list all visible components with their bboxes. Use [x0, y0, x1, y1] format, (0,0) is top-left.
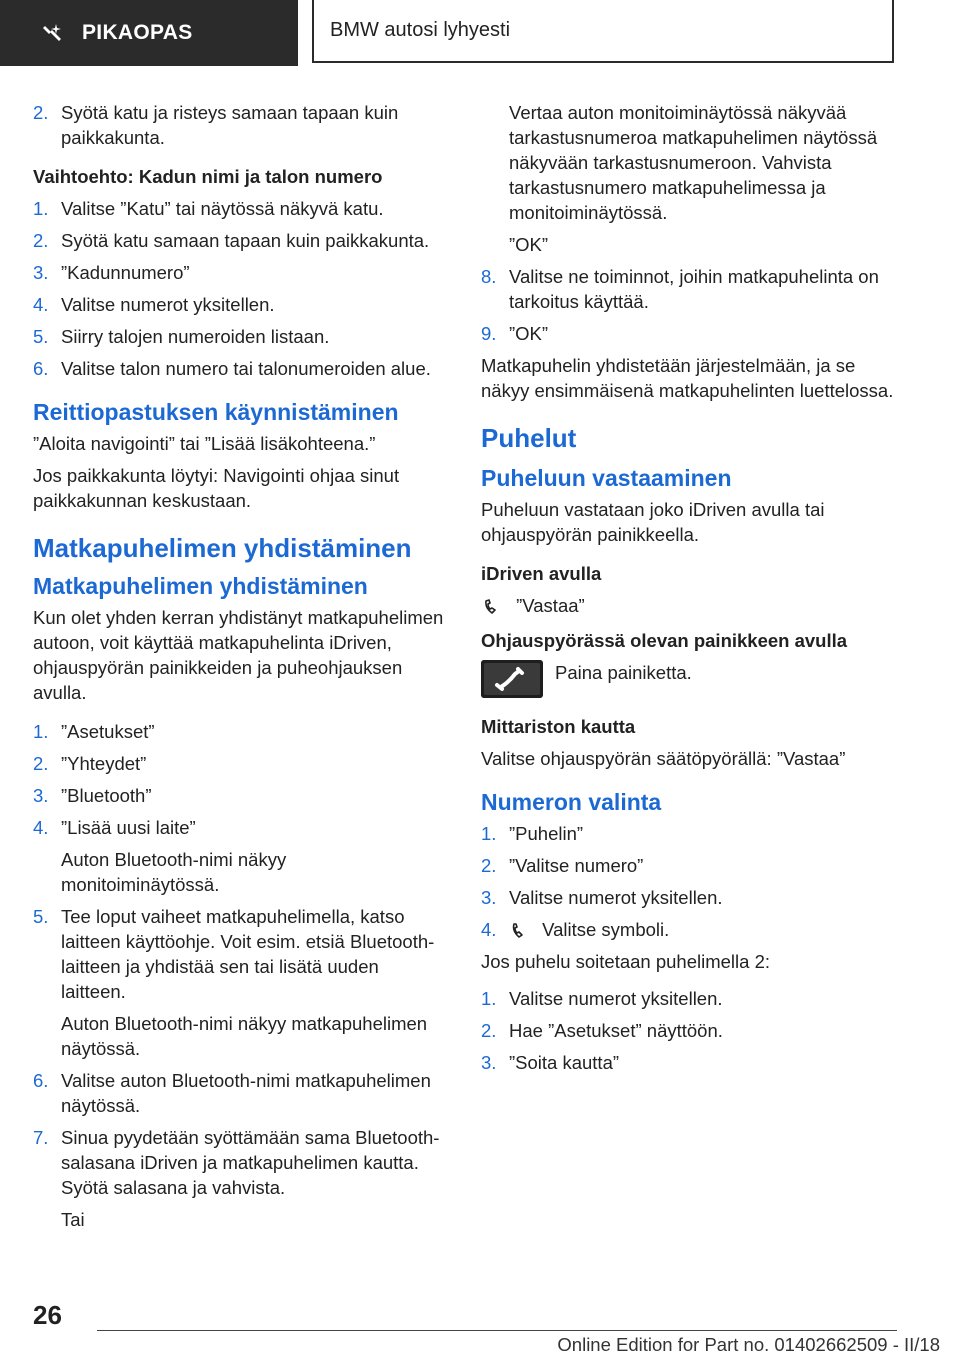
step-number: 2.	[33, 753, 49, 774]
step-number: 1.	[481, 988, 497, 1009]
step-text: Valitse numerot yksitellen.	[61, 294, 275, 315]
calls-heading: Puhelut	[481, 423, 577, 453]
phone-icon	[483, 599, 505, 615]
alt-steps-list	[33, 196, 448, 381]
list-item	[481, 986, 896, 1011]
list-item	[33, 783, 448, 808]
list-item	[33, 815, 448, 840]
list-item	[33, 292, 448, 317]
step-note: Tai	[61, 1209, 85, 1230]
connect-intro: Kun olet yhden kerran yhdistänyt matkapuhelimen autoon, voit käyttää matkapuhelinta iDriven, ohjauspyörän painikkeiden ja puheohjauksen avulla.	[33, 607, 444, 703]
list-item	[33, 260, 448, 285]
step-number: 4.	[33, 817, 49, 838]
step-number: 1.	[33, 198, 49, 219]
step-number: 2.	[33, 230, 49, 251]
step-text: ”Valitse numero”	[509, 855, 644, 876]
cluster-heading: Mittariston kautta	[481, 716, 636, 737]
idrive-heading: iDriven avulla	[481, 563, 602, 584]
wheel-row	[481, 660, 896, 704]
list-item	[33, 1068, 448, 1118]
step-text: ”Bluetooth”	[61, 785, 152, 806]
list-item	[33, 228, 448, 253]
list-item	[33, 1125, 448, 1200]
list-item	[481, 1050, 896, 1075]
step-text: ”Puhelin”	[509, 823, 584, 844]
cluster-text: Valitse ohjauspyörän säätöpyörällä: ”Vastaa”	[481, 748, 846, 769]
step-number: 3.	[33, 262, 49, 283]
list-item	[33, 356, 448, 381]
phone2-steps-list	[481, 986, 896, 1075]
step-number: 2.	[481, 855, 497, 876]
step-text: Hae ”Asetukset” näyttöön.	[509, 1020, 723, 1041]
step-text: ”OK”	[509, 323, 549, 344]
step-number: 8.	[481, 266, 497, 287]
dial-steps-list	[481, 821, 896, 942]
step-text: Tee loput vaiheet matkapuhelimella, katso laitteen käyttöohje. Voit esim. etsiä Bluetooth-laitteen ja yhdistää sen tai lisätä uuden laitteen.	[61, 906, 435, 1002]
step-number: 5.	[33, 326, 49, 347]
phone-dial-icon	[509, 923, 531, 939]
step-number: 4.	[33, 294, 49, 315]
step-text: Siirry talojen numeroiden listaan.	[61, 326, 330, 347]
step-text: Valitse talon numero tai talonumeroiden alue.	[61, 358, 431, 379]
list-item	[481, 321, 896, 346]
list-item	[481, 1018, 896, 1043]
step-note: Auton Bluetooth-nimi näkyy matkapuhelimen näytössä.	[61, 1013, 428, 1059]
list-item	[33, 719, 448, 744]
list-item	[33, 904, 448, 1004]
list-item	[481, 821, 896, 846]
header-tab-label: PIKAOPAS	[82, 21, 193, 44]
step-text: Sinua pyydetään syöttämään sama Bluetooth-salasana iDriven ja matkapuhelimen kautta. Syötä salasana ja vahvista.	[61, 1127, 440, 1198]
list-item	[33, 751, 448, 776]
list-item	[33, 100, 448, 150]
guidance-text: Jos paikkakunta löytyi: Navigointi ohjaa sinut paikkakunnan keskustaan.	[33, 465, 400, 511]
answer-intro: Puheluun vastataan joko iDriven avulla tai ohjauspyörän painikkeella.	[481, 499, 825, 545]
steering-phone-button-icon	[481, 660, 543, 698]
footer-divider	[97, 1330, 897, 1331]
right-column	[481, 100, 896, 1082]
left-column	[33, 100, 448, 1239]
step-number: 9.	[481, 323, 497, 344]
page-number: 26	[33, 1300, 62, 1330]
step-number: 1.	[481, 823, 497, 844]
section-title: BMW autosi lyhyesti	[330, 19, 511, 41]
step-text: ”Lisää uusi laite”	[61, 817, 196, 838]
step-text: ”Yhteydet”	[61, 753, 147, 774]
connect-sub-heading: Matkapuhelimen yhdistäminen	[33, 573, 368, 599]
step-text: Syötä katu ja risteys samaan tapaan kuin paikkakunta.	[61, 102, 399, 148]
step-note: Auton Bluetooth-nimi näkyy monitoiminäytössä.	[61, 849, 287, 895]
footer-edition: Online Edition for Part no. 01402662509 - II/18	[557, 1334, 940, 1355]
step-text: Valitse numerot yksitellen.	[509, 988, 723, 1009]
idrive-row	[481, 593, 896, 618]
ok-note: ”OK”	[509, 234, 549, 255]
list-item	[481, 885, 896, 910]
guidance-text: ”Aloita navigointi” tai ”Lisää lisäkohteena.”	[33, 433, 376, 454]
step-number: 2.	[33, 102, 49, 123]
step-text: ”Kadunnumero”	[61, 262, 190, 283]
step-text: Valitse ne toiminnot, joihin matkapuhelinta on tarkoitus käyttää.	[509, 266, 879, 312]
connect-steps-list	[33, 719, 448, 1232]
dial-heading: Numeron valinta	[481, 789, 662, 815]
wrench-spark-icon	[42, 22, 64, 44]
list-item	[481, 917, 896, 942]
step-number: 7.	[33, 1127, 49, 1148]
step-text: Valitse numerot yksitellen.	[509, 887, 723, 908]
header-section	[312, 0, 894, 63]
step-number: 3.	[481, 1052, 497, 1073]
phone2-text: Jos puhelu soitetaan puhelimella 2:	[481, 951, 770, 972]
compare-note: Vertaa auton monitoiminäytössä näkyvää tarkastusnumeroa matkapuhelimen näytössä näkyvään tarkastusnumeroon. Vahvista tarkastusnumero matkapuhelimessa ja monitoiminäytössä.	[509, 102, 878, 223]
step-number: 5.	[33, 906, 49, 927]
list-item	[481, 853, 896, 878]
step-number: 4.	[481, 919, 497, 940]
wheel-text: Paina painiketta.	[555, 662, 692, 683]
header-tab	[0, 0, 298, 66]
step-number: 6.	[33, 358, 49, 379]
wheel-heading: Ohjauspyörässä olevan painikkeen avulla	[481, 630, 848, 651]
step-text: Syötä katu samaan tapaan kuin paikkakunta.	[61, 230, 430, 251]
step-number: 1.	[33, 721, 49, 742]
step-number: 3.	[33, 785, 49, 806]
connected-text: Matkapuhelin yhdistetään järjestelmään, ja se näkyy ensimmäisenä matkapuhelinten luettelossa.	[481, 355, 894, 401]
answer-heading: Puheluun vastaaminen	[481, 465, 732, 491]
step-text: Valitse symboli.	[542, 919, 670, 940]
alt-heading: Vaihtoehto: Kadun nimi ja talon numero	[33, 166, 383, 187]
list-item	[33, 196, 448, 221]
connect-main-heading: Matkapuhelimen yhdistäminen	[33, 533, 412, 563]
idrive-text: ”Vastaa”	[516, 595, 585, 616]
step-number: 2.	[481, 1020, 497, 1041]
step-text: ”Asetukset”	[61, 721, 155, 742]
list-item	[481, 264, 896, 314]
step-number: 3.	[481, 887, 497, 908]
list-item	[33, 324, 448, 349]
step-number: 6.	[33, 1070, 49, 1091]
step-text: Valitse auton Bluetooth-nimi matkapuhelimen näytössä.	[61, 1070, 431, 1116]
guidance-heading: Reittiopastuksen käynnistäminen	[33, 399, 399, 425]
step-text: Valitse ”Katu” tai näytössä näkyvä katu.	[61, 198, 384, 219]
step-text: ”Soita kautta”	[509, 1052, 620, 1073]
